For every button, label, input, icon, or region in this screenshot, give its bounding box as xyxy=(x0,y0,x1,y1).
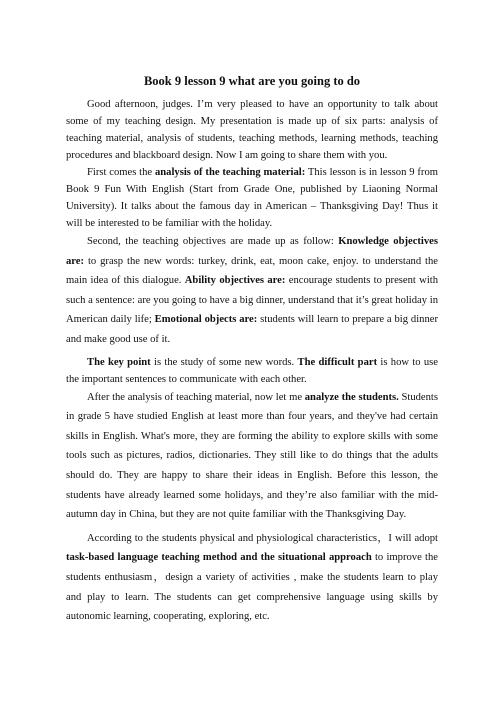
heading-ability-objectives: Ability objectives are: xyxy=(184,275,286,287)
heading-knowledge-objectives: Knowledge objectives are: xyxy=(66,236,438,267)
text-run: is how to use the important sentences to communicate with each other. xyxy=(66,356,439,385)
text-run: Students in grade 5 have studied English at least more than four years, and they've had certain skills in English. What's more, they are forming the ability to explore skills with some tools such as pictures, radios, dictionaries. They still like to do things that the adults should do. They are happy to share their ideas in English. Before this lesson, the students have already learned some holidays, and they’re also familiar with the mid-autumn day in China, but they are not quite familiar with the Thanksgiving Day. xyxy=(66,391,438,521)
intro-paragraph xyxy=(66,96,438,164)
heading-difficult-part: The difficult part xyxy=(297,356,378,368)
students-analysis-paragraph xyxy=(66,388,438,525)
teaching-method-paragraph xyxy=(66,529,438,627)
text-run: This lesson is in lesson 9 from Book 9 Fun With English (Start from Grade One, published by Liaoning Normal University). It talks about the famous day in American – Thanksgiving Day! Thus it will be interested to be familiar with the holiday. xyxy=(66,167,438,229)
document-title: Book 9 lesson 9 what are you going to do xyxy=(143,74,361,88)
text-run: to improve the students enthusiasm，design a variety of activities , make the students learn to play and play to learn. The students can get comprehensive language using skills by autonomic learning, cooperating, exploring, etc. xyxy=(66,552,438,623)
text-run: is the study of some new words. xyxy=(150,356,298,368)
key-points-paragraph xyxy=(66,354,438,388)
text-run: Second, the teaching objectives are made up as follow: xyxy=(87,236,339,247)
text-run: students will learn to prepare a big dinner and make good use of it. xyxy=(66,314,438,345)
heading-teaching-method: task-based language teaching method and the situational approach xyxy=(66,552,372,564)
text-run: According to the students physical and physiological characteristics，I will adopt xyxy=(87,532,438,544)
teaching-material-paragraph xyxy=(66,164,438,232)
heading-analyze-students: analyze the students. xyxy=(304,391,399,403)
text-run: to grasp the new words: turkey, drink, eat, moon cake, enjoy. to understand the main idea of this dialogue. xyxy=(66,255,438,287)
text-run: First comes the xyxy=(87,167,155,178)
heading-emotional-objects: Emotional objects are: xyxy=(154,314,258,326)
objectives-paragraph xyxy=(66,232,438,350)
heading-key-point: The key point xyxy=(87,356,151,368)
heading-analysis-material: analysis of the teaching material: xyxy=(154,167,306,178)
text-run: After the analysis of teaching material, now let me xyxy=(87,391,305,403)
text-run: encourage students to present with such a sentence: are you going to have a big dinner, understand that it’s great holiday in American daily life; xyxy=(66,275,439,326)
intro-text: Good afternoon, judges. I’m very pleased to have an opportunity to talk about some of my teaching design. My presentation is made up of six parts: analysis of teaching material, analysis of students, teaching methods, learning methods, teaching procedures and blackboard design. Now I am going to share them with you. xyxy=(66,99,438,161)
